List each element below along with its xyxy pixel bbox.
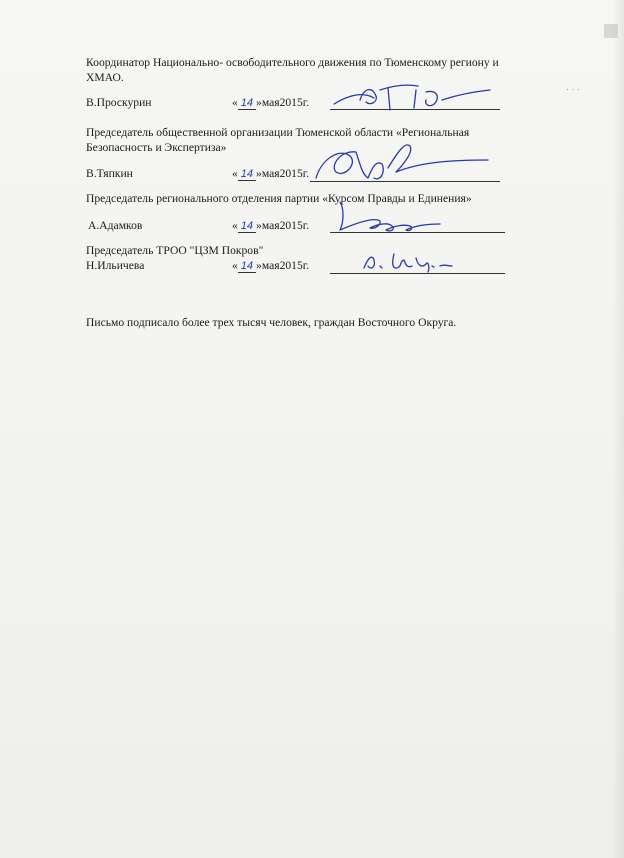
troo-chair-title: Председатель ТРОО "ЦЗМ Покров" xyxy=(86,244,264,257)
party-chair-day: 14 xyxy=(238,220,256,233)
org-chair-day: 14 xyxy=(238,168,256,181)
coordinator-date xyxy=(232,96,309,110)
party-chair-date xyxy=(232,219,309,233)
quote-close: » xyxy=(256,219,262,232)
org-chair-signature xyxy=(310,138,490,194)
party-chair-name: А.Адамков xyxy=(88,219,143,232)
party-chair-date-rest: мая2015г. xyxy=(261,219,310,232)
org-chair-date-rest: мая2015г. xyxy=(261,167,310,180)
quote-open: « xyxy=(232,219,238,232)
troo-chair-name: Н.Ильичева xyxy=(86,259,145,272)
quote-open: « xyxy=(232,167,238,180)
coordinator-date-rest: мая2015г. xyxy=(261,96,310,109)
scan-speck: · · · xyxy=(566,84,580,94)
page-edge-shadow xyxy=(612,0,624,858)
party-chair-title: Председатель регионального отделения партии «Курсом Правды и Единения» xyxy=(86,192,472,205)
quote-open: « xyxy=(232,96,238,109)
org-chair-title-line1: Председатель общественной организации Тюменской области «Региональная xyxy=(86,126,470,139)
coordinator-signature xyxy=(330,80,500,114)
troo-chair-date-rest: мая2015г. xyxy=(261,259,310,272)
troo-chair-signature xyxy=(360,246,460,276)
coordinator-name: В.Проскурин xyxy=(86,96,152,109)
org-chair-name: В.Тяпкин xyxy=(86,167,133,180)
party-chair-signature xyxy=(330,196,450,242)
quote-close: » xyxy=(256,259,262,272)
coordinator-day: 14 xyxy=(238,97,256,110)
org-chair-title-line2: Безопасность и Экспертиза» xyxy=(86,141,227,154)
quote-close: » xyxy=(256,96,262,109)
troo-chair-date xyxy=(232,259,309,273)
coordinator-title-line2: ХМАО. xyxy=(86,71,124,84)
quote-open: « xyxy=(232,259,238,272)
quote-close: » xyxy=(256,167,262,180)
coordinator-title-line1: Координатор Национально- освободительного движения по Тюменскому региону и xyxy=(86,56,499,69)
footer-note: Письмо подписало более трех тысяч человек, граждан Восточного Округа. xyxy=(86,316,457,329)
troo-chair-day: 14 xyxy=(238,260,256,273)
org-chair-date xyxy=(232,167,309,181)
scan-mark xyxy=(604,24,618,38)
